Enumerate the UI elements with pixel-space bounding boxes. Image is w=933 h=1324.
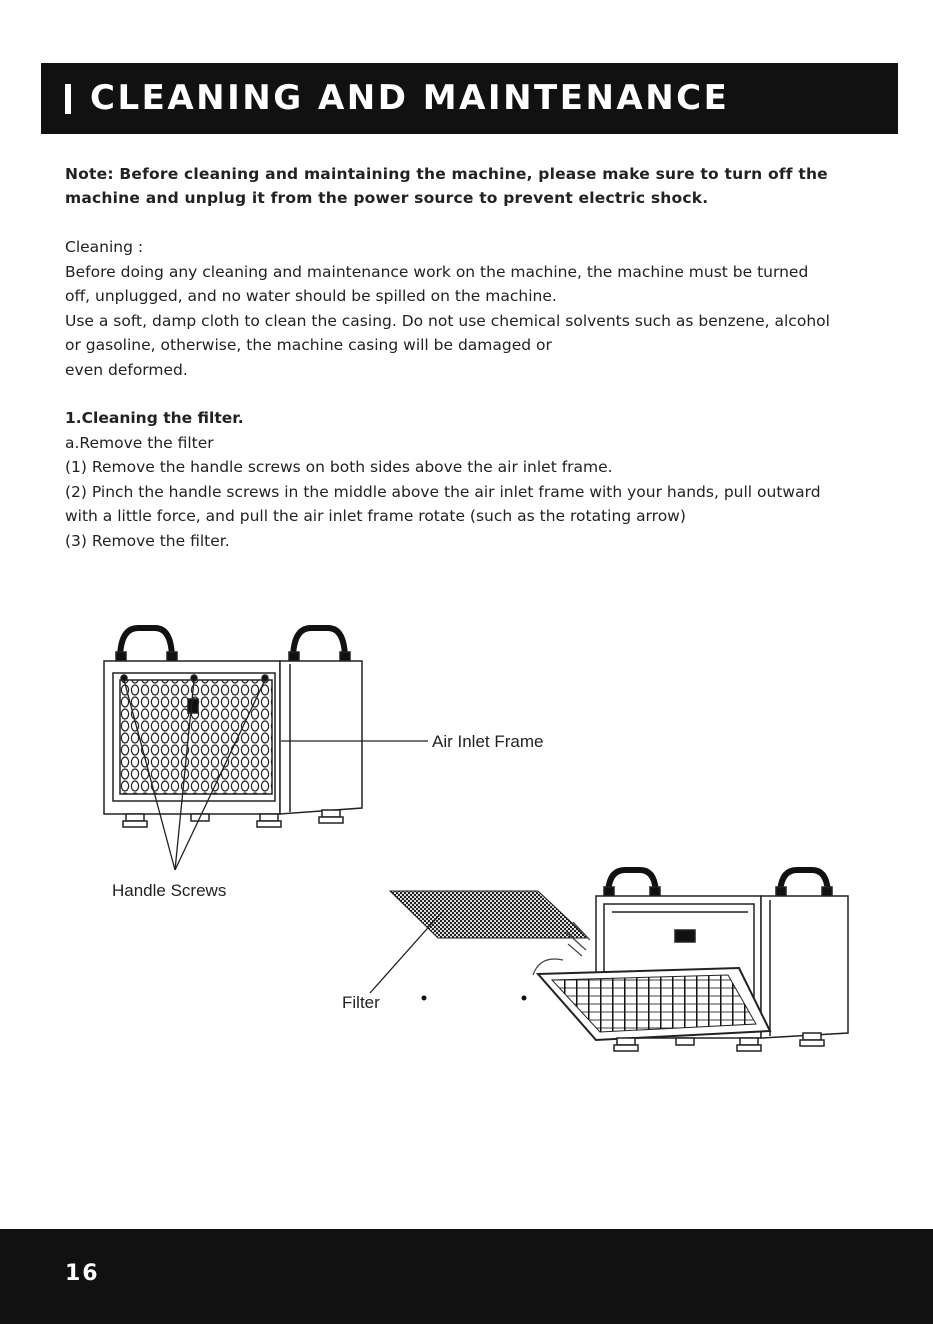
page-footer bbox=[0, 1229, 933, 1324]
note-line-1: Note: Before cleaning and maintaining the machine, please make sure to turn off the bbox=[65, 165, 828, 183]
handle-screws-label: Handle Screws bbox=[112, 881, 227, 900]
cleaning-line: even deformed. bbox=[65, 361, 188, 379]
filter-step-line: (3) Remove the filter. bbox=[65, 532, 230, 550]
cleaning-line: or gasoline, otherwise, the machine casing will be damaged or bbox=[65, 336, 552, 354]
filter-step-line: (1) Remove the handle screws on both sides above the air inlet frame. bbox=[65, 458, 613, 476]
page-number: 16 bbox=[65, 1261, 100, 1286]
dehumidifier-front-view bbox=[104, 628, 362, 827]
filter-sheet bbox=[390, 891, 588, 938]
cleaning-heading: Cleaning : bbox=[65, 238, 144, 256]
filter-section-title: 1.Cleaning the filter. bbox=[65, 409, 244, 427]
air-inlet-frame-label: Air Inlet Frame bbox=[432, 732, 544, 751]
note-line-2: machine and unplug it from the power source to prevent electric shock. bbox=[65, 189, 709, 207]
handle-icon bbox=[604, 870, 660, 896]
handle-icon bbox=[776, 870, 832, 896]
handle-icon bbox=[289, 628, 350, 661]
dehumidifier-open-view bbox=[538, 870, 848, 1051]
handle-icon bbox=[116, 628, 177, 661]
filter-step-line: a.Remove the filter bbox=[65, 434, 214, 452]
cleaning-line: Before doing any cleaning and maintenance work on the machine, the machine must be turned bbox=[65, 263, 809, 281]
page-title: CLEANING AND MAINTENANCE bbox=[90, 78, 730, 118]
filter-step-line: (2) Pinch the handle screws in the middle above the air inlet frame with your hands, pull outward bbox=[65, 483, 821, 501]
cleaning-line: Use a soft, damp cloth to clean the casing. Do not use chemical solvents such as benzene, alcohol bbox=[65, 312, 830, 330]
filter-step-line: with a little force, and pull the air inlet frame rotate (such as the rotating arrow) bbox=[65, 507, 686, 525]
filter-label: Filter bbox=[342, 993, 380, 1012]
cleaning-line: off, unplugged, and no water should be spilled on the machine. bbox=[65, 287, 557, 305]
